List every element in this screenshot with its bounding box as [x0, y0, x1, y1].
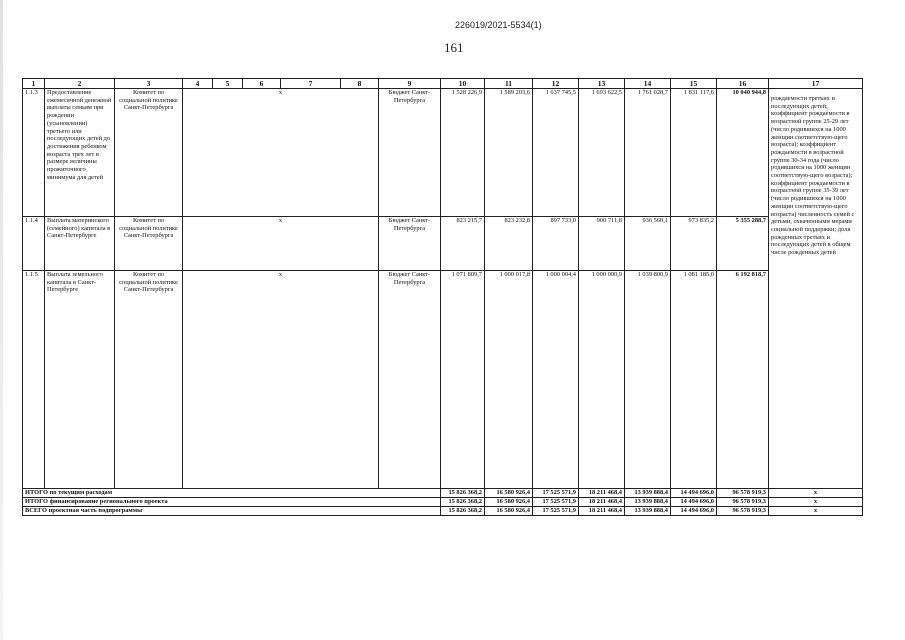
- header-row: [23, 79, 863, 89]
- total-label: ВСЕГО проектная часть подпрограммы: [23, 507, 441, 516]
- row-number: 1.1.5: [23, 271, 45, 489]
- row-number: 1.1.3: [23, 89, 45, 217]
- total-value-11: 16 580 926,4: [485, 498, 533, 507]
- row-value-16: 6 192 818,7: [717, 271, 769, 489]
- row-value-16: 5 355 288,7: [717, 217, 769, 271]
- total-value-12: 17 525 571,9: [533, 507, 579, 516]
- table-row: [23, 89, 863, 217]
- row-value-15: 1 081 185,0: [671, 271, 717, 489]
- row-number: 1.1.4: [23, 217, 45, 271]
- col-header: 9: [379, 79, 441, 89]
- col-header: 1: [23, 79, 45, 89]
- total-value-14: 13 939 888,4: [625, 489, 671, 498]
- row-source: Бюджет Санкт-Петербурга: [379, 217, 441, 271]
- row-value-10: 1 528 226,9: [441, 89, 485, 217]
- total-value-15: 14 494 696,0: [671, 498, 717, 507]
- total-value-14: 13 939 888,4: [625, 507, 671, 516]
- total-value-10: 15 826 368,2: [441, 489, 485, 498]
- col-header: 14: [625, 79, 671, 89]
- row-name: Предоставление ежемесячной денежной выплаты семьям при рождении (усыновлении) третьего или последующих детей до достижения ребенком возраста трех лет в размере величины прожиточного минимума для детей: [45, 89, 115, 217]
- total-value-10: 15 826 368,2: [441, 498, 485, 507]
- financing-table: [22, 78, 863, 516]
- scan-edge: [0, 0, 3, 640]
- total-value-12: 17 525 571,9: [533, 489, 579, 498]
- total-label: ИТОГО финансирование регионального проекта: [23, 498, 441, 507]
- row-value-14: 1 761 028,7: [625, 89, 671, 217]
- col-header: 12: [533, 79, 579, 89]
- row-name: Выплата земельного капитала в Санкт-Петербурге: [45, 271, 115, 489]
- table-row: [23, 271, 863, 489]
- row-x-mark: x: [183, 271, 379, 489]
- col-header: 11: [485, 79, 533, 89]
- row-value-14: 1 039 800,9: [625, 271, 671, 489]
- total-x-mark: x: [769, 507, 863, 516]
- total-value-11: 16 580 926,4: [485, 507, 533, 516]
- total-value-13: 18 211 468,4: [579, 507, 625, 516]
- row-value-11: 1 000 017,8: [485, 271, 533, 489]
- row-x-mark: x: [183, 89, 379, 217]
- row-value-13: 1 693 622,5: [579, 89, 625, 217]
- total-row: [23, 507, 863, 516]
- row-value-12: 897 733,0: [533, 217, 579, 271]
- total-row: [23, 498, 863, 507]
- page-number: 161: [444, 40, 464, 55]
- row-value-11: 823 232,8: [485, 217, 533, 271]
- row-executor: Комитет по социальной политике Санкт-Петербурга: [115, 271, 183, 489]
- total-label: ИТОГО по текущим расходам: [23, 489, 441, 498]
- total-value-14: 13 939 888,4: [625, 498, 671, 507]
- row-value-13: 900 711,8: [579, 217, 625, 271]
- total-x-mark: x: [769, 498, 863, 507]
- total-row: [23, 489, 863, 498]
- row-value-15: 973 835,2: [671, 217, 717, 271]
- row-value-14: 936 560,1: [625, 217, 671, 271]
- row-executor: Комитет по социальной политике Санкт-Петербурга: [115, 89, 183, 217]
- col-header: 6: [243, 79, 281, 89]
- row-source: Бюджет Санкт-Петербурга: [379, 89, 441, 217]
- row-executor: Комитет по социальной политике Санкт-Петербурга: [115, 217, 183, 271]
- document-number: 226019/2021-5534(1): [455, 20, 542, 30]
- row-value-15: 1 831 117,6: [671, 89, 717, 217]
- row-value-12: 1 000 004,4: [533, 271, 579, 489]
- indicators-cell: рождаемости третьих и последующих детей; коэффициент рождаемости в возрастной группе 25-29 лет (число родившихся на 1000 женщин соответствую-щего возраста); коэффициент рождаемости в возрастной группе 30-34 года (число родившихся на 1000 женщин соответствую-щего возраста); коэффициент рождаемости в возрастной группе 35-39 лет (число родившихся на 1000 женщин соответствую-щего возраста) численность семей с детьми, охваченными мерами социальной поддержки; доля рожденных третьих и последующих детей в общем числе рожденных детей: [769, 89, 863, 489]
- col-header: 10: [441, 79, 485, 89]
- col-header: 5: [213, 79, 243, 89]
- total-value-16: 96 578 919,3: [717, 489, 769, 498]
- col-header: 17: [769, 79, 863, 89]
- total-value-10: 15 826 368,2: [441, 507, 485, 516]
- row-value-12: 1 637 745,5: [533, 89, 579, 217]
- col-header: 7: [281, 79, 341, 89]
- col-header: 13: [579, 79, 625, 89]
- row-value-10: 1 071 809,7: [441, 271, 485, 489]
- total-value-15: 14 494 696,0: [671, 489, 717, 498]
- col-header: 8: [341, 79, 379, 89]
- row-value-11: 1 589 203,6: [485, 89, 533, 217]
- col-header: 2: [45, 79, 115, 89]
- total-value-16: 96 578 919,3: [717, 507, 769, 516]
- row-source: Бюджет Санкт-Петербурга: [379, 271, 441, 489]
- col-header: 3: [115, 79, 183, 89]
- total-value-12: 17 525 571,9: [533, 498, 579, 507]
- row-x-mark: x: [183, 217, 379, 271]
- col-header: 16: [717, 79, 769, 89]
- col-header: 15: [671, 79, 717, 89]
- col-header: 4: [183, 79, 213, 89]
- total-value-13: 18 211 468,4: [579, 489, 625, 498]
- row-name: Выплата материнского (семейного) капитала в Санкт-Петербурге: [45, 217, 115, 271]
- total-value-13: 18 211 468,4: [579, 498, 625, 507]
- total-x-mark: x: [769, 489, 863, 498]
- total-value-15: 14 494 696,0: [671, 507, 717, 516]
- table-row: [23, 217, 863, 271]
- row-value-10: 823 215,7: [441, 217, 485, 271]
- total-value-11: 16 580 926,4: [485, 489, 533, 498]
- row-value-13: 1 000 000,9: [579, 271, 625, 489]
- row-value-16: 10 040 944,8: [717, 89, 769, 217]
- total-value-16: 96 578 919,3: [717, 498, 769, 507]
